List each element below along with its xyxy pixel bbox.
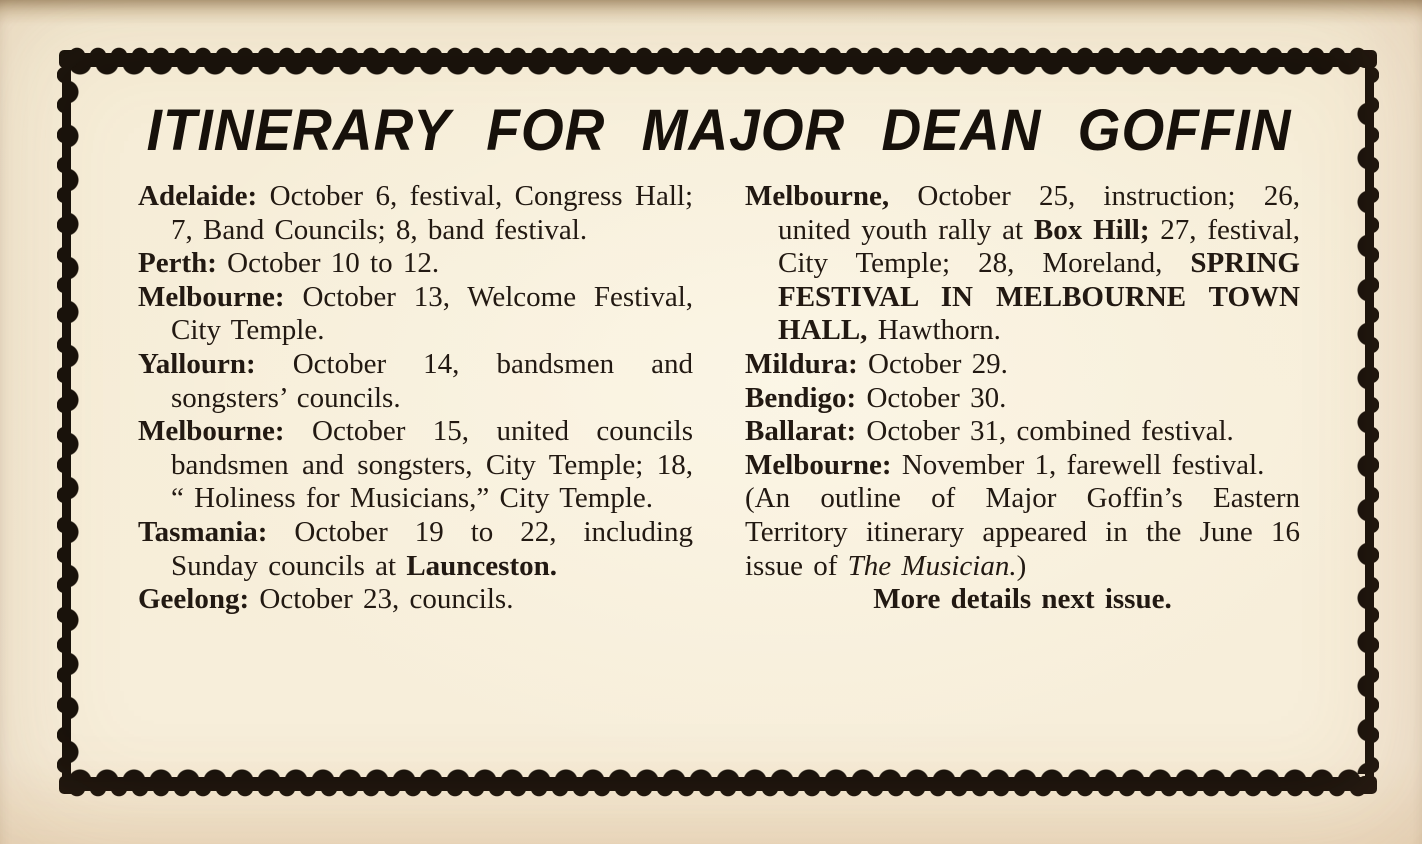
text-segment: Melbourne: [138,415,285,448]
text-segment: October 15, united councils bandsmen and songsters, City Temple; 18, “ Holiness for Musicians,” City Temple. [171,415,693,515]
editorial-note [745,482,1300,583]
itinerary-entry-mildura [745,348,1300,382]
scalloped-border-top [67,53,1369,67]
border-corner-top-right [1359,50,1377,68]
itinerary-box [62,53,1374,791]
itinerary-entry-melbourne-nov1 [745,449,1300,483]
text-segment: Melbourne: [138,280,285,313]
text-segment: November 1, farewell festival. [891,448,1265,481]
text-segment: October 23, councils. [249,583,514,616]
more-details-line [745,583,1300,617]
text-segment: October 30. [856,381,1007,414]
text-segment: October 19 to 22, including Sunday councils at [171,515,693,582]
itinerary-entry-yallourn [138,348,693,415]
text-segment: Tasmania: [138,515,268,548]
text-segment: Melbourne, [745,180,890,212]
text-segment: October 29. [857,347,1008,380]
text-segment: 27, festival, City Temple; 28, Moreland, [778,213,1300,280]
text-segment: ) [1016,549,1027,582]
text-segment: October 25, instruction; 26, united youth rally at [778,180,1300,246]
text-segment: Box Hill; [1033,213,1150,246]
text-segment: More details next issue. [873,583,1172,616]
itinerary-entry-perth [138,247,693,281]
text-segment: Perth: [138,247,217,280]
text-segment: October 6, festival, Congress Hall; 7, Band Councils; 8, band festival. [171,180,693,246]
text-segment: Mildura: [745,347,858,380]
text-segment: The Musician. [847,549,1017,582]
text-segment: October 31, combined festival. [856,415,1234,448]
itinerary-entry-geelong [138,583,693,617]
border-corner-bottom-right [1359,776,1377,794]
itinerary-entry-bendigo [745,382,1300,416]
text-segment: SPRING FESTIVAL IN MELBOURNE TOWN HALL, [778,247,1300,347]
itinerary-entry-melbourne-oct25 [745,180,1300,348]
text-segment: Geelong: [138,583,250,616]
itinerary-entry-melbourne-oct15 [138,415,693,516]
itinerary-entry-ballarat [745,415,1300,449]
itinerary-entry-melbourne-oct13 [138,281,693,348]
text-segment: October 13, Welcome Festival, City Temple. [171,280,693,347]
text-segment: Melbourne: [745,448,892,481]
itinerary-entry-tasmania [138,516,693,583]
text-segment: Launceston. [406,549,557,582]
text-segment: Bendigo: [745,381,857,414]
page-title: ITINERARY FOR MAJOR DEAN GOFFIN [146,97,1292,163]
text-segment: Yallourn: [138,347,256,380]
itinerary-entry-adelaide [138,180,693,247]
border-corner-bottom-left [59,776,77,794]
itinerary-columns [138,180,1300,617]
scalloped-border-bottom [67,777,1369,791]
border-corner-top-left [59,50,77,68]
itinerary-content [62,76,1374,771]
text-segment: Adelaide: [138,180,258,212]
text-segment: October 14, bandsmen and songsters’ councils. [171,347,693,414]
column-right [745,180,1300,617]
column-left [138,180,693,617]
text-segment: Ballarat: [745,415,857,448]
text-segment: Hawthorn. [867,314,1001,347]
text-segment: October 10 to 12. [216,247,440,280]
text-segment: (An outline of Major Goffin’s Eastern Territory itinerary appeared in the June 16 issue of [745,482,1300,582]
